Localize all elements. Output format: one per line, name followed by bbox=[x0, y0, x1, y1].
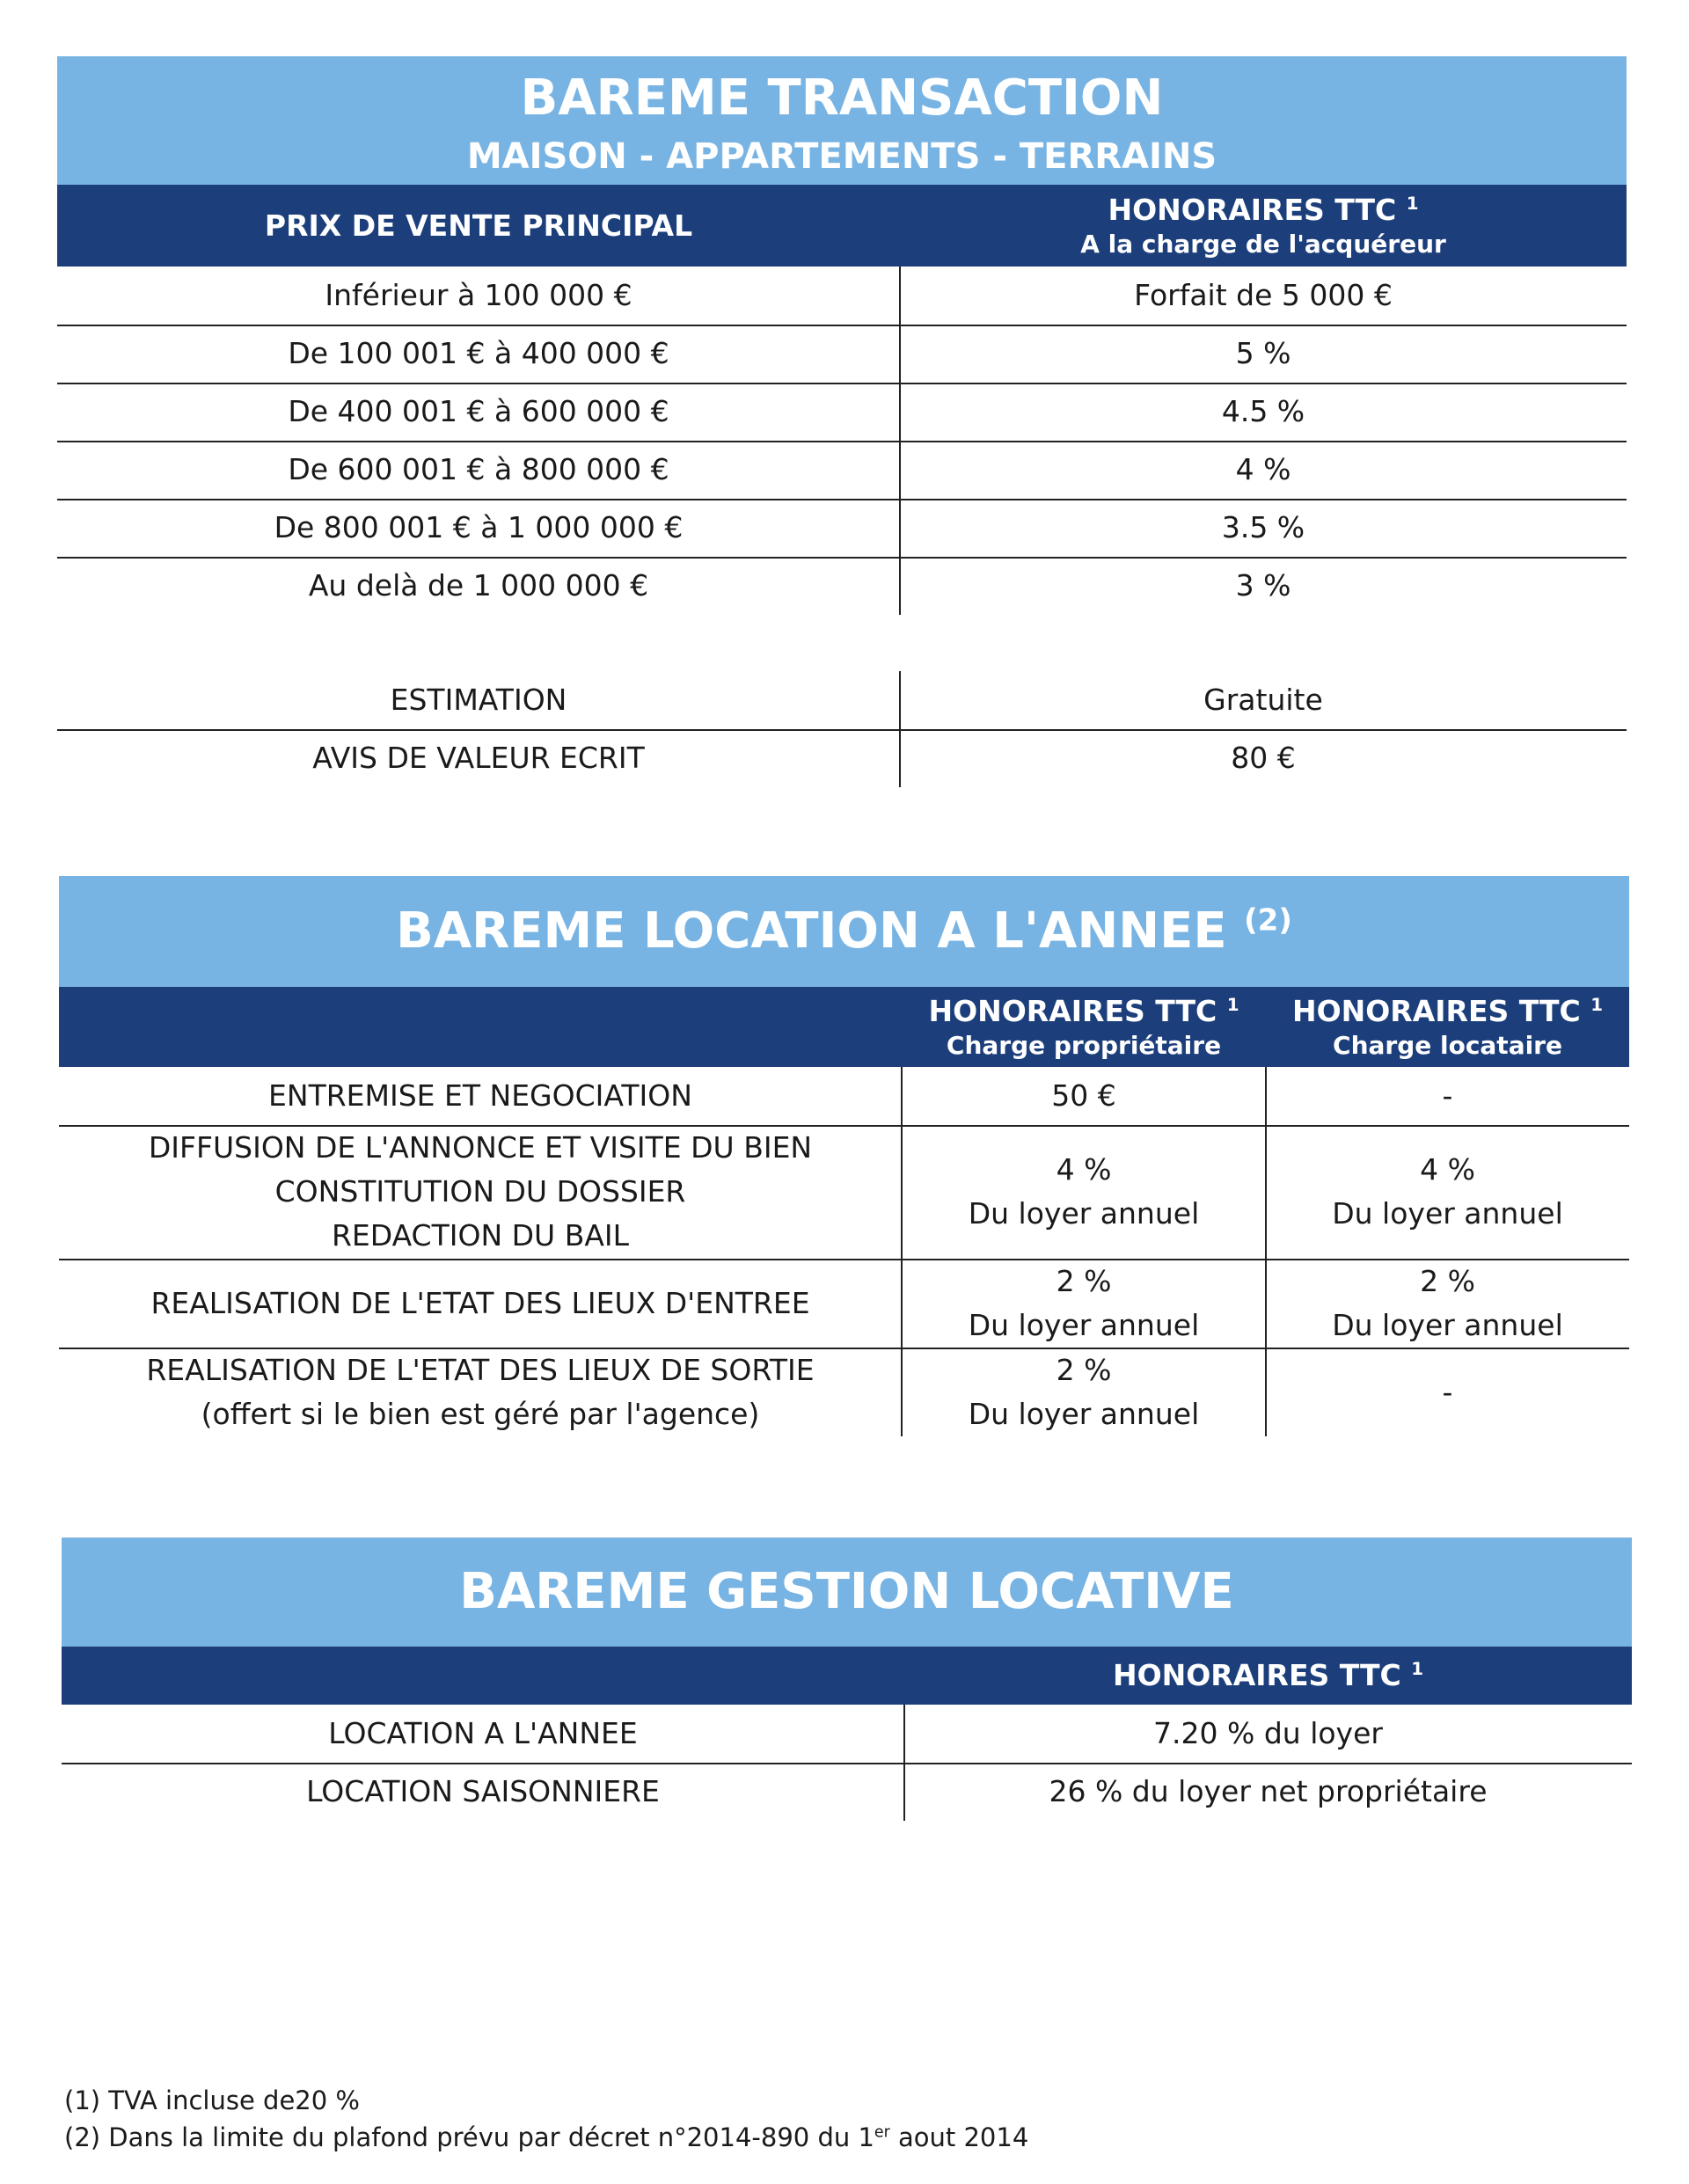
table-row-fee: 3 % bbox=[1235, 568, 1291, 603]
table-row-fee: 4.5 % bbox=[1221, 394, 1305, 428]
col-header-gestion-fees: HONORAIRES TTC $^1$ bbox=[1112, 1658, 1424, 1692]
col-header-tenant-sub: Charge locataire bbox=[1333, 1030, 1562, 1060]
table-row-label: ENTREMISE ET NEGOCIATION bbox=[268, 1078, 692, 1113]
col-header-owner-sub: Charge propriétaire bbox=[946, 1030, 1222, 1060]
col-header-price: PRIX DE VENTE PRINCIPAL bbox=[264, 208, 693, 243]
table-row-fee: Forfait de 5 000 € bbox=[1134, 278, 1393, 312]
estimation-value: Gratuite bbox=[1203, 683, 1323, 717]
table-row-label: DIFFUSION DE L'ANNONCE ET VISITE DU BIEN CONSTITUTION DU DOSSIER REDACTION DU BAIL bbox=[148, 1130, 813, 1253]
col-header-tenant: HONORAIRES TTC $^1$ bbox=[1291, 993, 1604, 1028]
table-row-value: 7.20 % du loyer bbox=[1153, 1716, 1383, 1750]
table-row-fee: 4 % bbox=[1235, 452, 1291, 486]
table-row-price: De 100 001 € à 400 000 € bbox=[288, 336, 669, 370]
table-row-fee: 5 % bbox=[1235, 336, 1291, 370]
table-row-label: REALISATION DE L'ETAT DES LIEUX D'ENTREE bbox=[150, 1285, 810, 1320]
gestion-title: BAREME GESTION LOCATIVE bbox=[459, 1563, 1234, 1620]
gestion-title-band bbox=[62, 1538, 1632, 1647]
table-row-label: REALISATION DE L'ETAT DES LIEUX DE SORTIE (offert si le bien est géré par l'agence) bbox=[146, 1352, 815, 1431]
table-row-tenant: - bbox=[1442, 1078, 1453, 1113]
transaction-subtitle: MAISON - APPARTEMENTS - TERRAINS bbox=[466, 136, 1217, 177]
location-title-band bbox=[59, 876, 1629, 987]
col-header-fees-sub: A la charge de l'acquéreur bbox=[1080, 229, 1446, 259]
footnote-2: (2) Dans la limite du plafond prévu par décret n°2014-890 du 1er aout 2014 bbox=[64, 2122, 1029, 2152]
table-row-label: LOCATION A L'ANNEE bbox=[328, 1716, 638, 1750]
table-row-owner: 2 % Du loyer annuel bbox=[968, 1263, 1200, 1342]
table-row-owner: 4 % Du loyer annuel bbox=[968, 1152, 1200, 1231]
table-row-label: LOCATION SAISONNIERE bbox=[306, 1774, 660, 1808]
gestion-header-band bbox=[62, 1647, 1632, 1705]
transaction-title-band bbox=[57, 56, 1627, 185]
table-row-price: De 400 001 € à 600 000 € bbox=[288, 394, 669, 428]
avis-valeur-value: 80 € bbox=[1231, 741, 1296, 775]
estimation-label: ESTIMATION bbox=[390, 683, 567, 717]
col-header-fees: HONORAIRES TTC $^1$ bbox=[1108, 192, 1419, 227]
table-row-owner: 2 % Du loyer annuel bbox=[968, 1352, 1200, 1431]
avis-valeur-label: AVIS DE VALEUR ECRIT bbox=[312, 741, 645, 775]
location-title: BAREME LOCATION A L'ANNEE $^{(2)}$ bbox=[396, 902, 1292, 960]
table-row-price: Inférieur à 100 000 € bbox=[325, 278, 632, 312]
table-row-tenant: 4 % Du loyer annuel bbox=[1332, 1152, 1563, 1231]
transaction-header-band bbox=[57, 185, 1627, 267]
table-row-fee: 3.5 % bbox=[1221, 510, 1305, 544]
footnote-1: (1) TVA incluse de20 % bbox=[64, 2085, 360, 2115]
location-header-band bbox=[59, 987, 1629, 1067]
table-row-tenant: - bbox=[1442, 1374, 1453, 1409]
table-row-price: De 800 001 € à 1 000 000 € bbox=[274, 510, 684, 544]
table-row-owner: 50 € bbox=[1051, 1078, 1116, 1113]
col-header-owner: HONORAIRES TTC $^1$ bbox=[928, 993, 1239, 1028]
table-row-price: Au delà de 1 000 000 € bbox=[308, 568, 649, 603]
table-row-price: De 600 001 € à 800 000 € bbox=[288, 452, 669, 486]
transaction-title: BAREME TRANSACTION bbox=[520, 69, 1164, 127]
table-row-value: 26 % du loyer net propriétaire bbox=[1049, 1774, 1488, 1808]
table-row-tenant: 2 % Du loyer annuel bbox=[1332, 1263, 1563, 1342]
